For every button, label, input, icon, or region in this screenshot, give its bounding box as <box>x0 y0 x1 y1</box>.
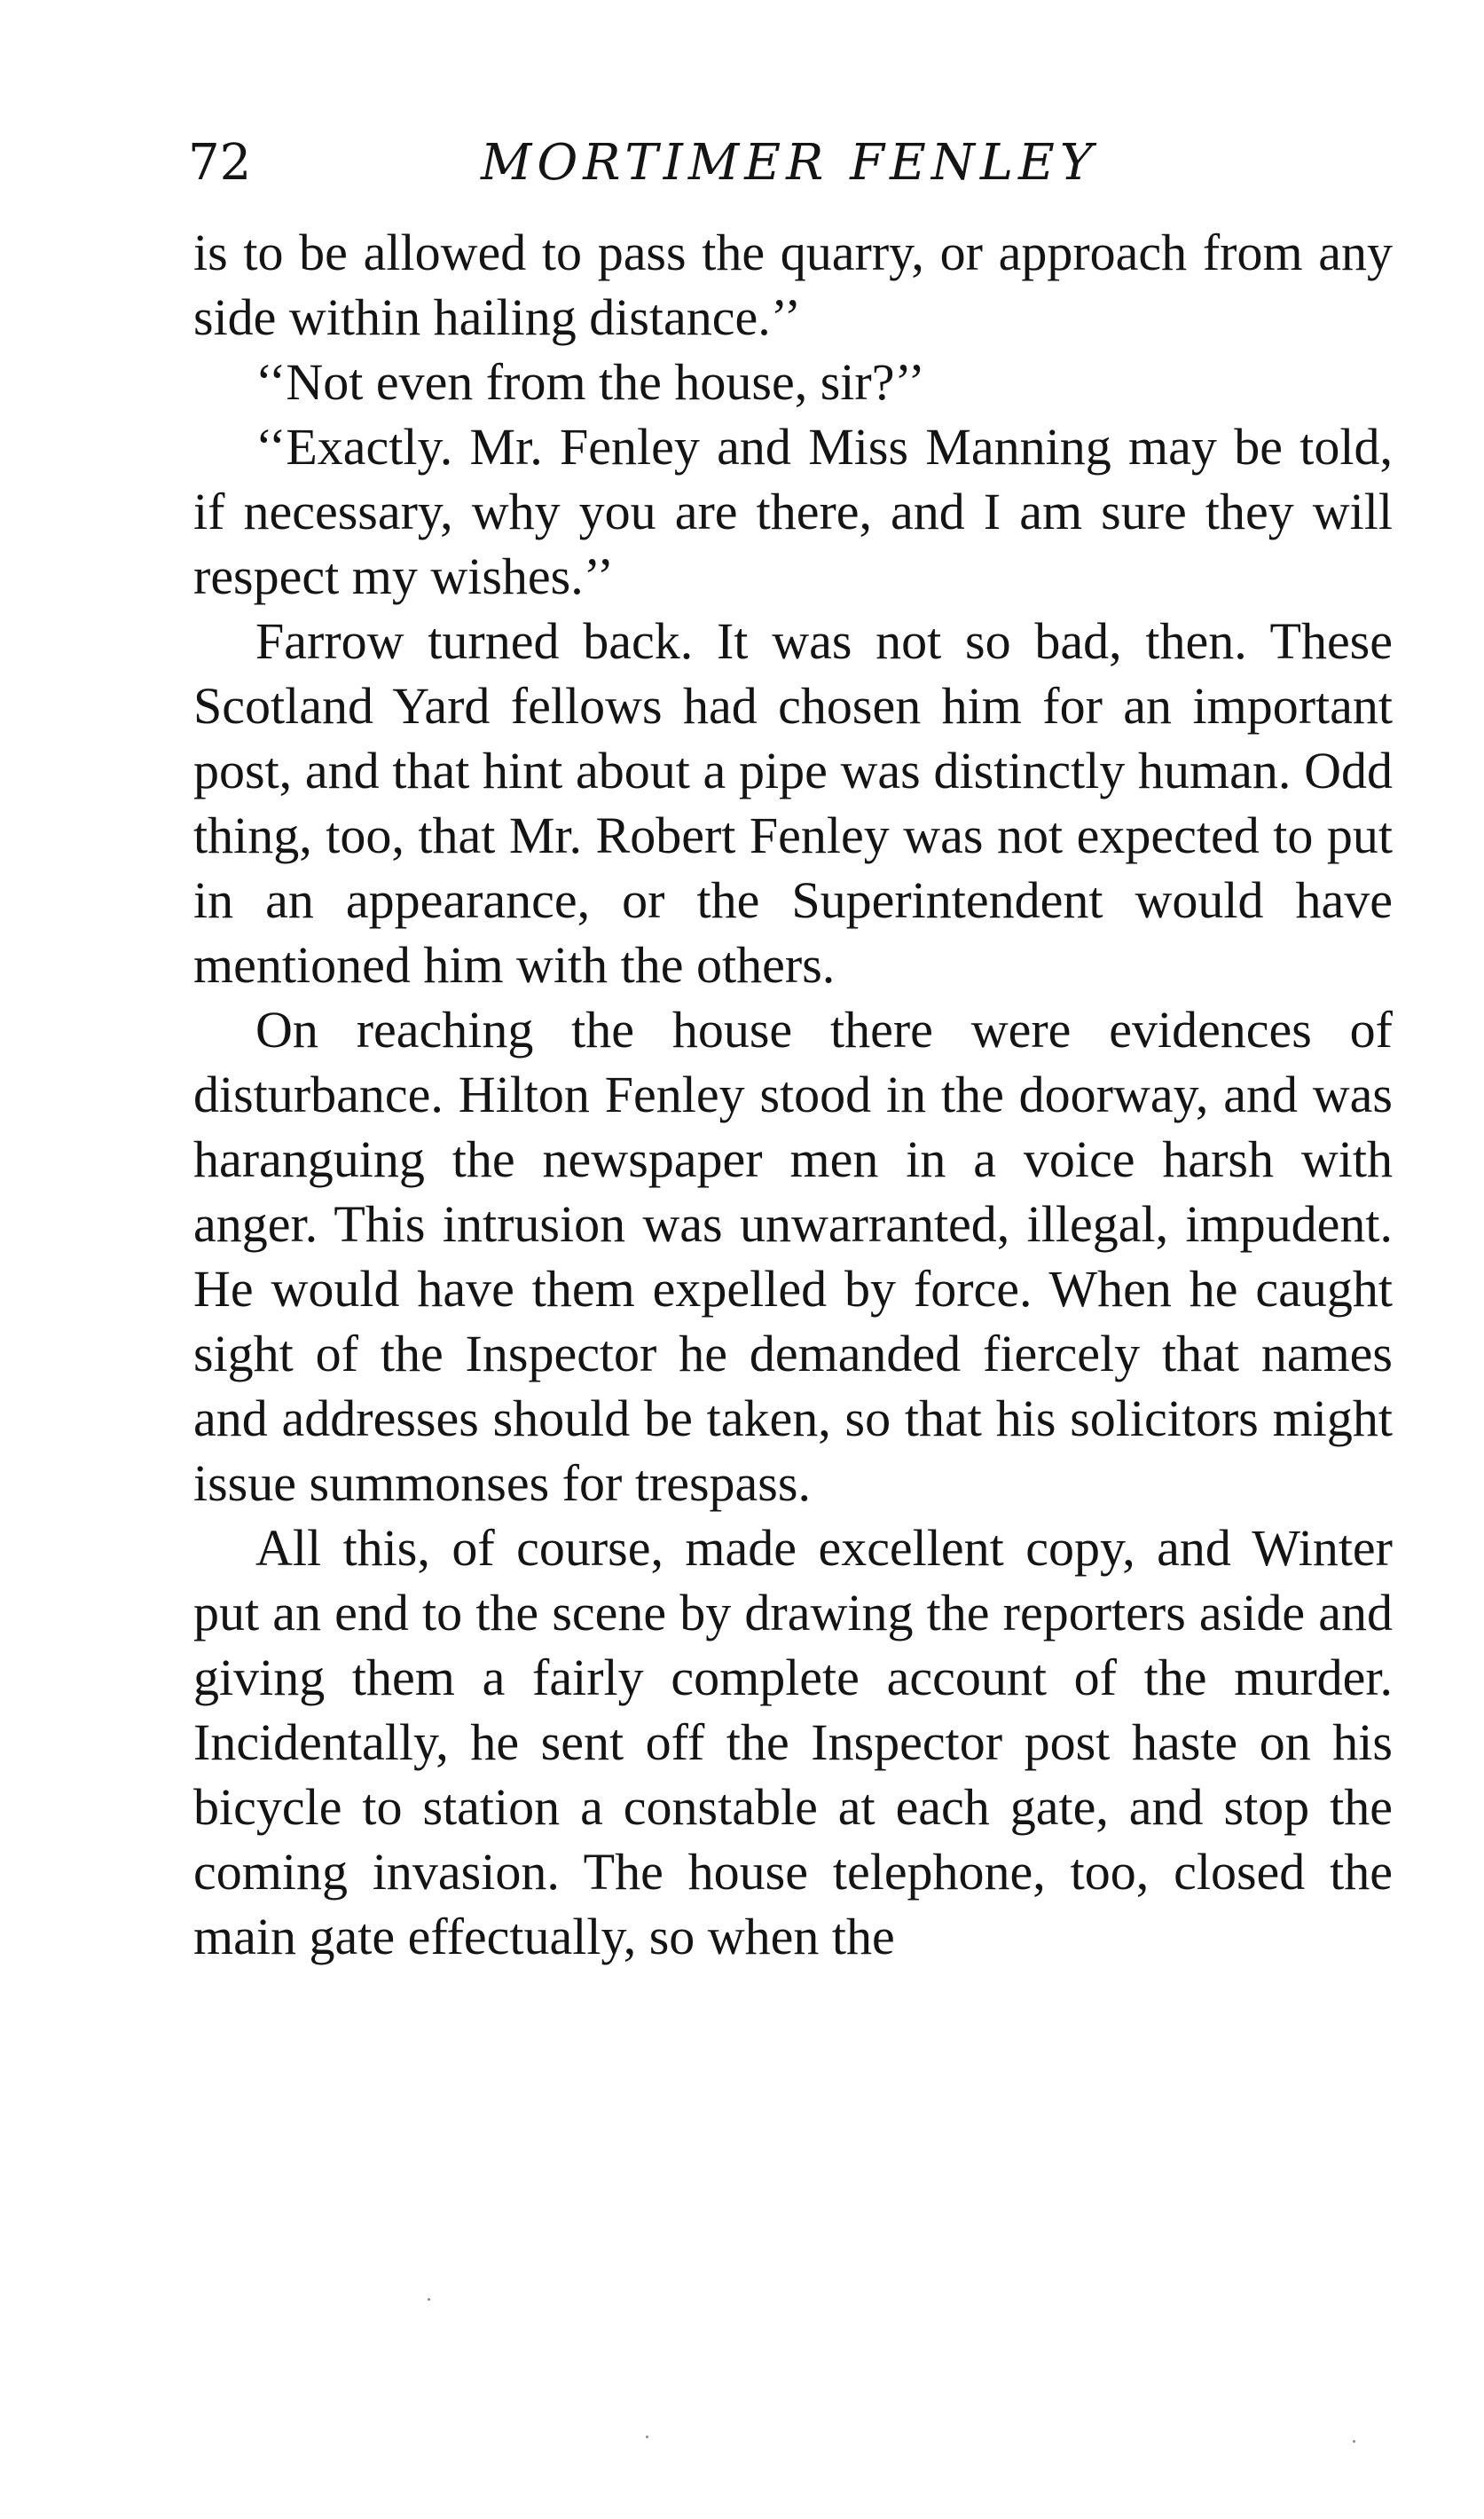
page-header <box>188 122 1394 204</box>
paragraph-winter-copy: All this, of course, made excellent copy, and Winter put an end to the scene by drawing the reporters aside and giving them a fairly complete account of the murder. Incidentally, he sent off the Inspector post haste on his bicycle to station a constable at each gate, and stop the coming invasion. The house telephone, too, closed the main gate effectually, so when the <box>193 1519 1393 1965</box>
page-number: 72 <box>188 134 252 192</box>
scan-speck <box>428 2298 430 2301</box>
body-text <box>193 220 1393 1969</box>
running-title: MORTIMER FENLEY <box>481 134 1098 192</box>
paragraph-continuation: is to be allowed to pass the quarry, or approach from any side within hailing distance.’’ <box>193 224 1393 346</box>
scan-speck <box>646 2436 648 2438</box>
paragraph-farrow: Farrow turned back. It was not so bad, then. These Scotland Yard fellows had chosen him for an important post, and that hint about a pipe was distinctly human. Odd thing, too, that Mr. Robert Fenley was not expected to put in an appearance, or the Superintendent would have mentioned him with the others. <box>193 612 1393 994</box>
paragraph-house-disturbance: On reaching the house there were evidences of disturbance. Hilton Fenley stood in the doorway, and was haranguing the newspaper men in a voice harsh with anger. This intrusion was unwarranted, illegal, impudent. He would have them expelled by force. When he caught sight of the Inspector he demanded fiercely that names and addresses should be taken, so that his solicitors might issue summonses for trespass. <box>193 1001 1393 1512</box>
paragraph-dialogue-question: ‘‘Not even from the house, sir?’’ <box>255 353 925 411</box>
scan-speck <box>1353 2440 1355 2443</box>
paragraph-dialogue-reply: ‘‘Exactly. Mr. Fenley and Miss Manning may be told, if necessary, why you are there, and I am sure they will respect my wishes.’’ <box>193 418 1393 605</box>
